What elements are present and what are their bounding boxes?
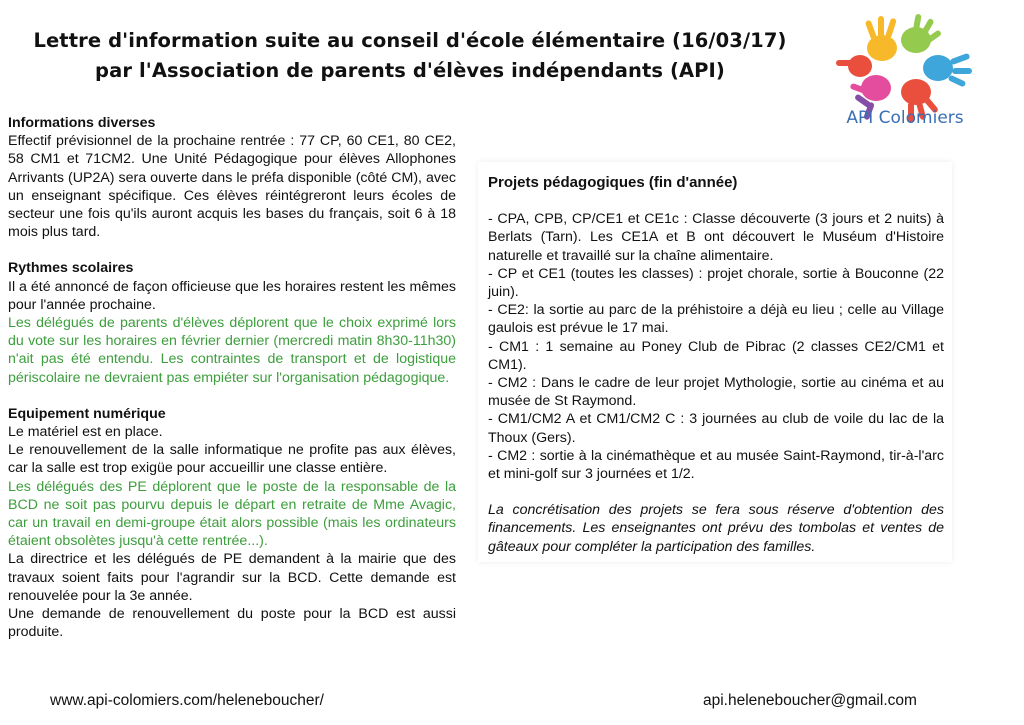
left-column [8, 114, 456, 641]
section-text-equipement-3: La directrice et les délégués de PE demandent à la mairie que des travaux soient faits pour l'agrandir sur la BCD. Cette demande est renouvelée pour la 3e année. [8, 551, 456, 604]
email-link[interactable]: api.heleneboucher@gmail.com [703, 692, 917, 709]
title-line-1: Lettre d'information suite au conseil d'école élémentaire (16/03/17) [33, 29, 787, 52]
project-item: - CPA, CPB, CP/CE1 et CE1c : Classe découverte (3 jours et 2 nuits) à Berlats (Tarn). Les CE1A et B ont découvert le Muséum d'Histoire naturelle et travaillé sur la chaîne alimentaire. [488, 211, 944, 264]
project-item: - CM1 : 1 semaine au Poney Club de Pibrac (2 classes CE2/CM1 et CM1). [488, 338, 944, 373]
project-item: - CM2 : Dans le cadre de leur projet Mythologie, sortie au cinéma et au musée de St Raymond. [488, 375, 944, 410]
section-note-rythmes: Les délégués de parents d'élèves déplorent que le choix exprimé lors du vote sur les horaires en février dernier (mercredi matin 8h30-11h30) n'ait pas été entendu. Les contraintes de transport et de logistique périscolaire ne devraient pas empiéter sur l'organisation pédagogique. [8, 315, 456, 386]
page-title [0, 26, 820, 86]
section-text-rythmes: Il a été annoncé de façon officieuse que les horaires restent les mêmes pour l'année prochaine. [8, 278, 456, 313]
logo-text: API Colomiers [846, 108, 964, 128]
section-text-equipement-4: Une demande de renouvellement du poste pour la BCD est aussi produite. [8, 606, 456, 641]
projects-column [488, 174, 944, 556]
project-item: - CM1/CM2 A et CM1/CM2 C : 3 journées au club de voile du lac de la Thoux (Gers). [488, 411, 944, 446]
website-link[interactable]: www.api-colomiers.com/heleneboucher/ [50, 692, 324, 709]
title-line-2: par l'Association de parents d'élèves indépendants (API) [95, 59, 725, 82]
project-item: - CM2 : sortie à la cinémathèque et au musée Saint-Raymond, tir-à-l'arc et mini-golf sur 3 journées et 1/2. [488, 447, 944, 483]
projects-title: Projets pédagogiques (fin d'année) [488, 174, 738, 191]
section-note-equipement: Les délégués des PE déplorent que le poste de la responsable de la BCD ne soit pas pourvu depuis le départ en retraite de Mme Avagic, car un travail en demi-groupe était alors possible (mais les ordinateurs étaient obsolètes jusqu'à cette rentrée...). [8, 478, 456, 550]
section-title-rythmes: Rythmes scolaires [8, 260, 134, 277]
projects-note: La concrétisation des projets se fera sous réserve d'obtention des financements. Les enseignantes ont prévu des tombolas et ventes de gâteaux pour compléter la participation des familles. [488, 502, 944, 555]
section-title-equipement: Equipement numérique [8, 405, 166, 422]
section-text-equipement-2: Le renouvellement de la salle informatique ne profite pas aux élèves, car la salle est trop exigüe pour accueillir une classe entière. [8, 442, 456, 477]
project-item: - CE2: la sortie au parc de la préhistoire a déjà eu lieu ; celle au Village gaulois est prévue le 17 mai. [488, 302, 944, 337]
section-text-informations: Effectif prévisionnel de la prochaine rentrée : 77 CP, 60 CE1, 80 CE2, 58 CM1 et 71CM2. Une Unité Pédagogique pour élèves Allophones Arrivants (UP2A) sera ouverte dans le préfa disponible (côté CM), avec un enseignant spécifique. Ces élèves réintégreront leurs écoles de secteur une fois qu'ils auront acquis les bases du français, soit 6 à 18 mois plus tard. [8, 133, 456, 241]
section-title-informations: Informations diverses [8, 115, 156, 131]
project-item: - CP et CE1 (toutes les classes) : projet chorale, sortie à Bouconne (22 juin). [488, 265, 944, 301]
section-text-equipement-1: Le matériel est en place. [8, 424, 163, 441]
